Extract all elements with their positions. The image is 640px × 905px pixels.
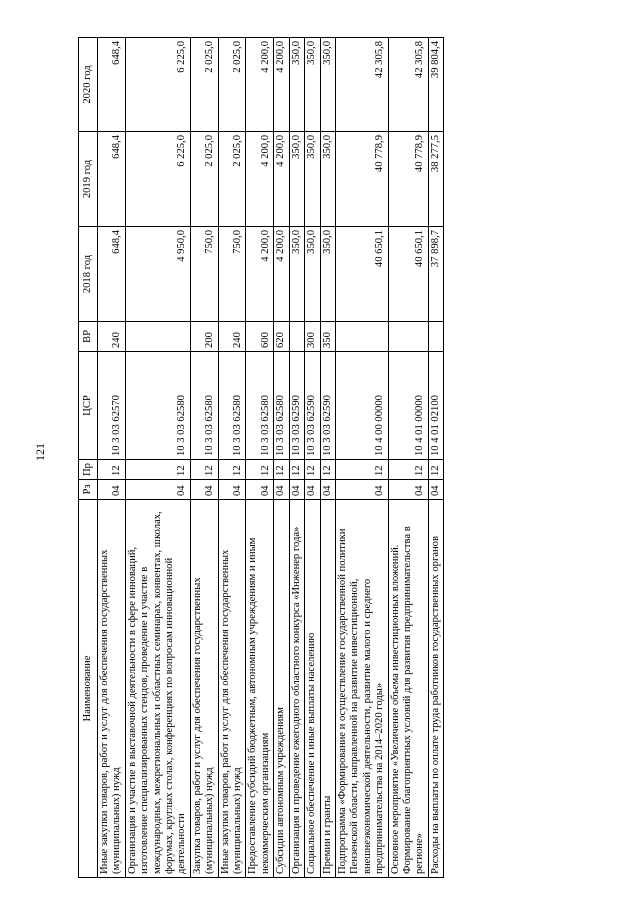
- cell-2018: 750,0: [218, 227, 246, 322]
- cell-name: Подпрограмма «Формирование и осуществление государственной политики Пензенской области, направленной на развитие инвестиционной, внешнеэкономической деятельности, развитие малого и среднего предпринимательства на 2014–2020 годы»: [335, 500, 388, 878]
- cell-2020: 350,0: [320, 38, 335, 132]
- cell-vr: 240: [98, 322, 126, 352]
- table-row: [218, 38, 246, 878]
- table-row: [289, 38, 304, 878]
- cell-pr: 12: [246, 460, 274, 480]
- cell-2018: 648,4: [98, 227, 126, 322]
- cell-2018: 350,0: [305, 227, 320, 322]
- cell-vr: [428, 322, 443, 352]
- cell-vr: [388, 322, 428, 352]
- table-body: [98, 38, 444, 878]
- cell-rz: 04: [274, 480, 289, 500]
- cell-2019: 40 778,9: [335, 132, 388, 227]
- table-row: [335, 38, 388, 878]
- cell-2018: 40 650,1: [388, 227, 428, 322]
- cell-2020: 350,0: [305, 38, 320, 132]
- cell-2020: 648,4: [98, 38, 126, 132]
- cell-2018: 4 200,0: [274, 227, 289, 322]
- cell-name: Иные закупки товаров, работ и услуг для обеспечения государственных (муниципальных) нужд: [98, 500, 126, 878]
- rotated-table: [78, 38, 548, 878]
- cell-vr: [125, 322, 190, 352]
- cell-csr: 10 3 03 62580: [274, 352, 289, 460]
- cell-pr: 12: [428, 460, 443, 480]
- cell-name: Расходы на выплаты по оплате труда работников государственных органов: [428, 500, 443, 878]
- cell-vr: [335, 322, 388, 352]
- cell-name: Субсидии автономным учреждениям: [274, 500, 289, 878]
- cell-name: Иные закупки товаров, работ и услуг для обеспечения государственных (муниципальных) нужд: [218, 500, 246, 878]
- cell-2020: 6 225,0: [125, 38, 190, 132]
- cell-rz: 04: [218, 480, 246, 500]
- cell-pr: 12: [125, 460, 190, 480]
- header-vr: ВР: [79, 322, 98, 352]
- header-csr: ЦСР: [79, 352, 98, 460]
- cell-rz: 04: [335, 480, 388, 500]
- table-row: [190, 38, 218, 878]
- cell-name: Социальное обеспечение и иные выплаты населению: [305, 500, 320, 878]
- cell-2018: 750,0: [190, 227, 218, 322]
- page-number: 121: [33, 443, 47, 461]
- header-name: Наименование: [79, 500, 98, 878]
- header-rz: Рз: [79, 480, 98, 500]
- cell-pr: 12: [190, 460, 218, 480]
- cell-2018: 4 200,0: [246, 227, 274, 322]
- cell-pr: 12: [388, 460, 428, 480]
- cell-2018: 37 898,7: [428, 227, 443, 322]
- cell-csr: 10 3 03 62580: [246, 352, 274, 460]
- cell-pr: 12: [305, 460, 320, 480]
- table-row: [125, 38, 190, 878]
- cell-2020: 42 305,8: [388, 38, 428, 132]
- table-row: [274, 38, 289, 878]
- rotated-table-wrapper: [78, 38, 548, 878]
- cell-2019: 350,0: [320, 132, 335, 227]
- cell-2019: 350,0: [305, 132, 320, 227]
- cell-csr: 10 3 03 62590: [320, 352, 335, 460]
- table-header-row: [79, 38, 98, 878]
- cell-2019: 350,0: [289, 132, 304, 227]
- cell-name: Закупка товаров, работ и услуг для обеспечения государственных (муниципальных) нужд: [190, 500, 218, 878]
- cell-name: Организация и проведение ежегодного областного конкурса «Инженер года»: [289, 500, 304, 878]
- cell-pr: 12: [289, 460, 304, 480]
- cell-csr: 10 4 00 00000: [335, 352, 388, 460]
- table-row: [388, 38, 428, 878]
- table-row: [428, 38, 443, 878]
- cell-csr: 10 4 01 00000: [388, 352, 428, 460]
- cell-rz: 04: [320, 480, 335, 500]
- cell-2019: 2 025,0: [190, 132, 218, 227]
- cell-2020: 350,0: [289, 38, 304, 132]
- cell-2019: 38 277,5: [428, 132, 443, 227]
- cell-pr: 12: [218, 460, 246, 480]
- cell-csr: 10 3 03 62580: [190, 352, 218, 460]
- cell-2020: 4 200,0: [274, 38, 289, 132]
- cell-rz: 04: [388, 480, 428, 500]
- cell-vr: 600: [246, 322, 274, 352]
- cell-rz: 04: [428, 480, 443, 500]
- cell-2019: 40 778,9: [388, 132, 428, 227]
- cell-rz: 04: [289, 480, 304, 500]
- table-row: [98, 38, 126, 878]
- cell-rz: 04: [190, 480, 218, 500]
- cell-rz: 04: [305, 480, 320, 500]
- cell-2020: 4 200,0: [246, 38, 274, 132]
- cell-2020: 2 025,0: [218, 38, 246, 132]
- cell-pr: 12: [335, 460, 388, 480]
- cell-csr: 10 3 03 62580: [125, 352, 190, 460]
- cell-2019: 4 200,0: [274, 132, 289, 227]
- cell-2018: 350,0: [320, 227, 335, 322]
- cell-2019: 2 025,0: [218, 132, 246, 227]
- cell-vr: 200: [190, 322, 218, 352]
- cell-vr: [289, 322, 304, 352]
- cell-csr: 10 3 03 62590: [289, 352, 304, 460]
- cell-2019: 648,4: [98, 132, 126, 227]
- cell-2019: 4 200,0: [246, 132, 274, 227]
- cell-name: Основное мероприятие «Увеличение объема инвестиционных вложений. Формирование благоприятных условий для развития предпринимательства в регионе»: [388, 500, 428, 878]
- cell-2018: 350,0: [289, 227, 304, 322]
- cell-rz: 04: [246, 480, 274, 500]
- cell-2018: 4 950,0: [125, 227, 190, 322]
- cell-name: Организация и участие в выставочной деятельности в сфере инноваций, изготовление специализированных стендов, проведение и участие в международных, межрегиональных и областных семинарах, конвентах, школах, форумах, круглых столах, конференциях по вопросам инновационной деятельности: [125, 500, 190, 878]
- header-pr: Пр: [79, 460, 98, 480]
- cell-pr: 12: [98, 460, 126, 480]
- cell-vr: 300: [305, 322, 320, 352]
- cell-2018: 40 650,1: [335, 227, 388, 322]
- cell-pr: 12: [274, 460, 289, 480]
- cell-2020: 39 804,4: [428, 38, 443, 132]
- cell-2020: 2 025,0: [190, 38, 218, 132]
- cell-rz: 04: [125, 480, 190, 500]
- cell-csr: 10 4 01 02100: [428, 352, 443, 460]
- header-2018: 2018 год: [79, 227, 98, 322]
- cell-csr: 10 3 03 62590: [305, 352, 320, 460]
- budget-table: [78, 37, 444, 878]
- cell-2020: 42 305,8: [335, 38, 388, 132]
- table-row: [246, 38, 274, 878]
- cell-name: Премии и гранты: [320, 500, 335, 878]
- cell-vr: 620: [274, 322, 289, 352]
- cell-name: Предоставление субсидий бюджетным, автономным учреждениям и иным некоммерческим организациям: [246, 500, 274, 878]
- cell-csr: 10 3 03 62570: [98, 352, 126, 460]
- cell-csr: 10 3 03 62580: [218, 352, 246, 460]
- cell-vr: 350: [320, 322, 335, 352]
- cell-rz: 04: [98, 480, 126, 500]
- header-2020: 2020 год: [79, 38, 98, 132]
- table-row: [305, 38, 320, 878]
- table-row: [320, 38, 335, 878]
- cell-pr: 12: [320, 460, 335, 480]
- cell-vr: 240: [218, 322, 246, 352]
- header-2019: 2019 год: [79, 132, 98, 227]
- cell-2019: 6 225,0: [125, 132, 190, 227]
